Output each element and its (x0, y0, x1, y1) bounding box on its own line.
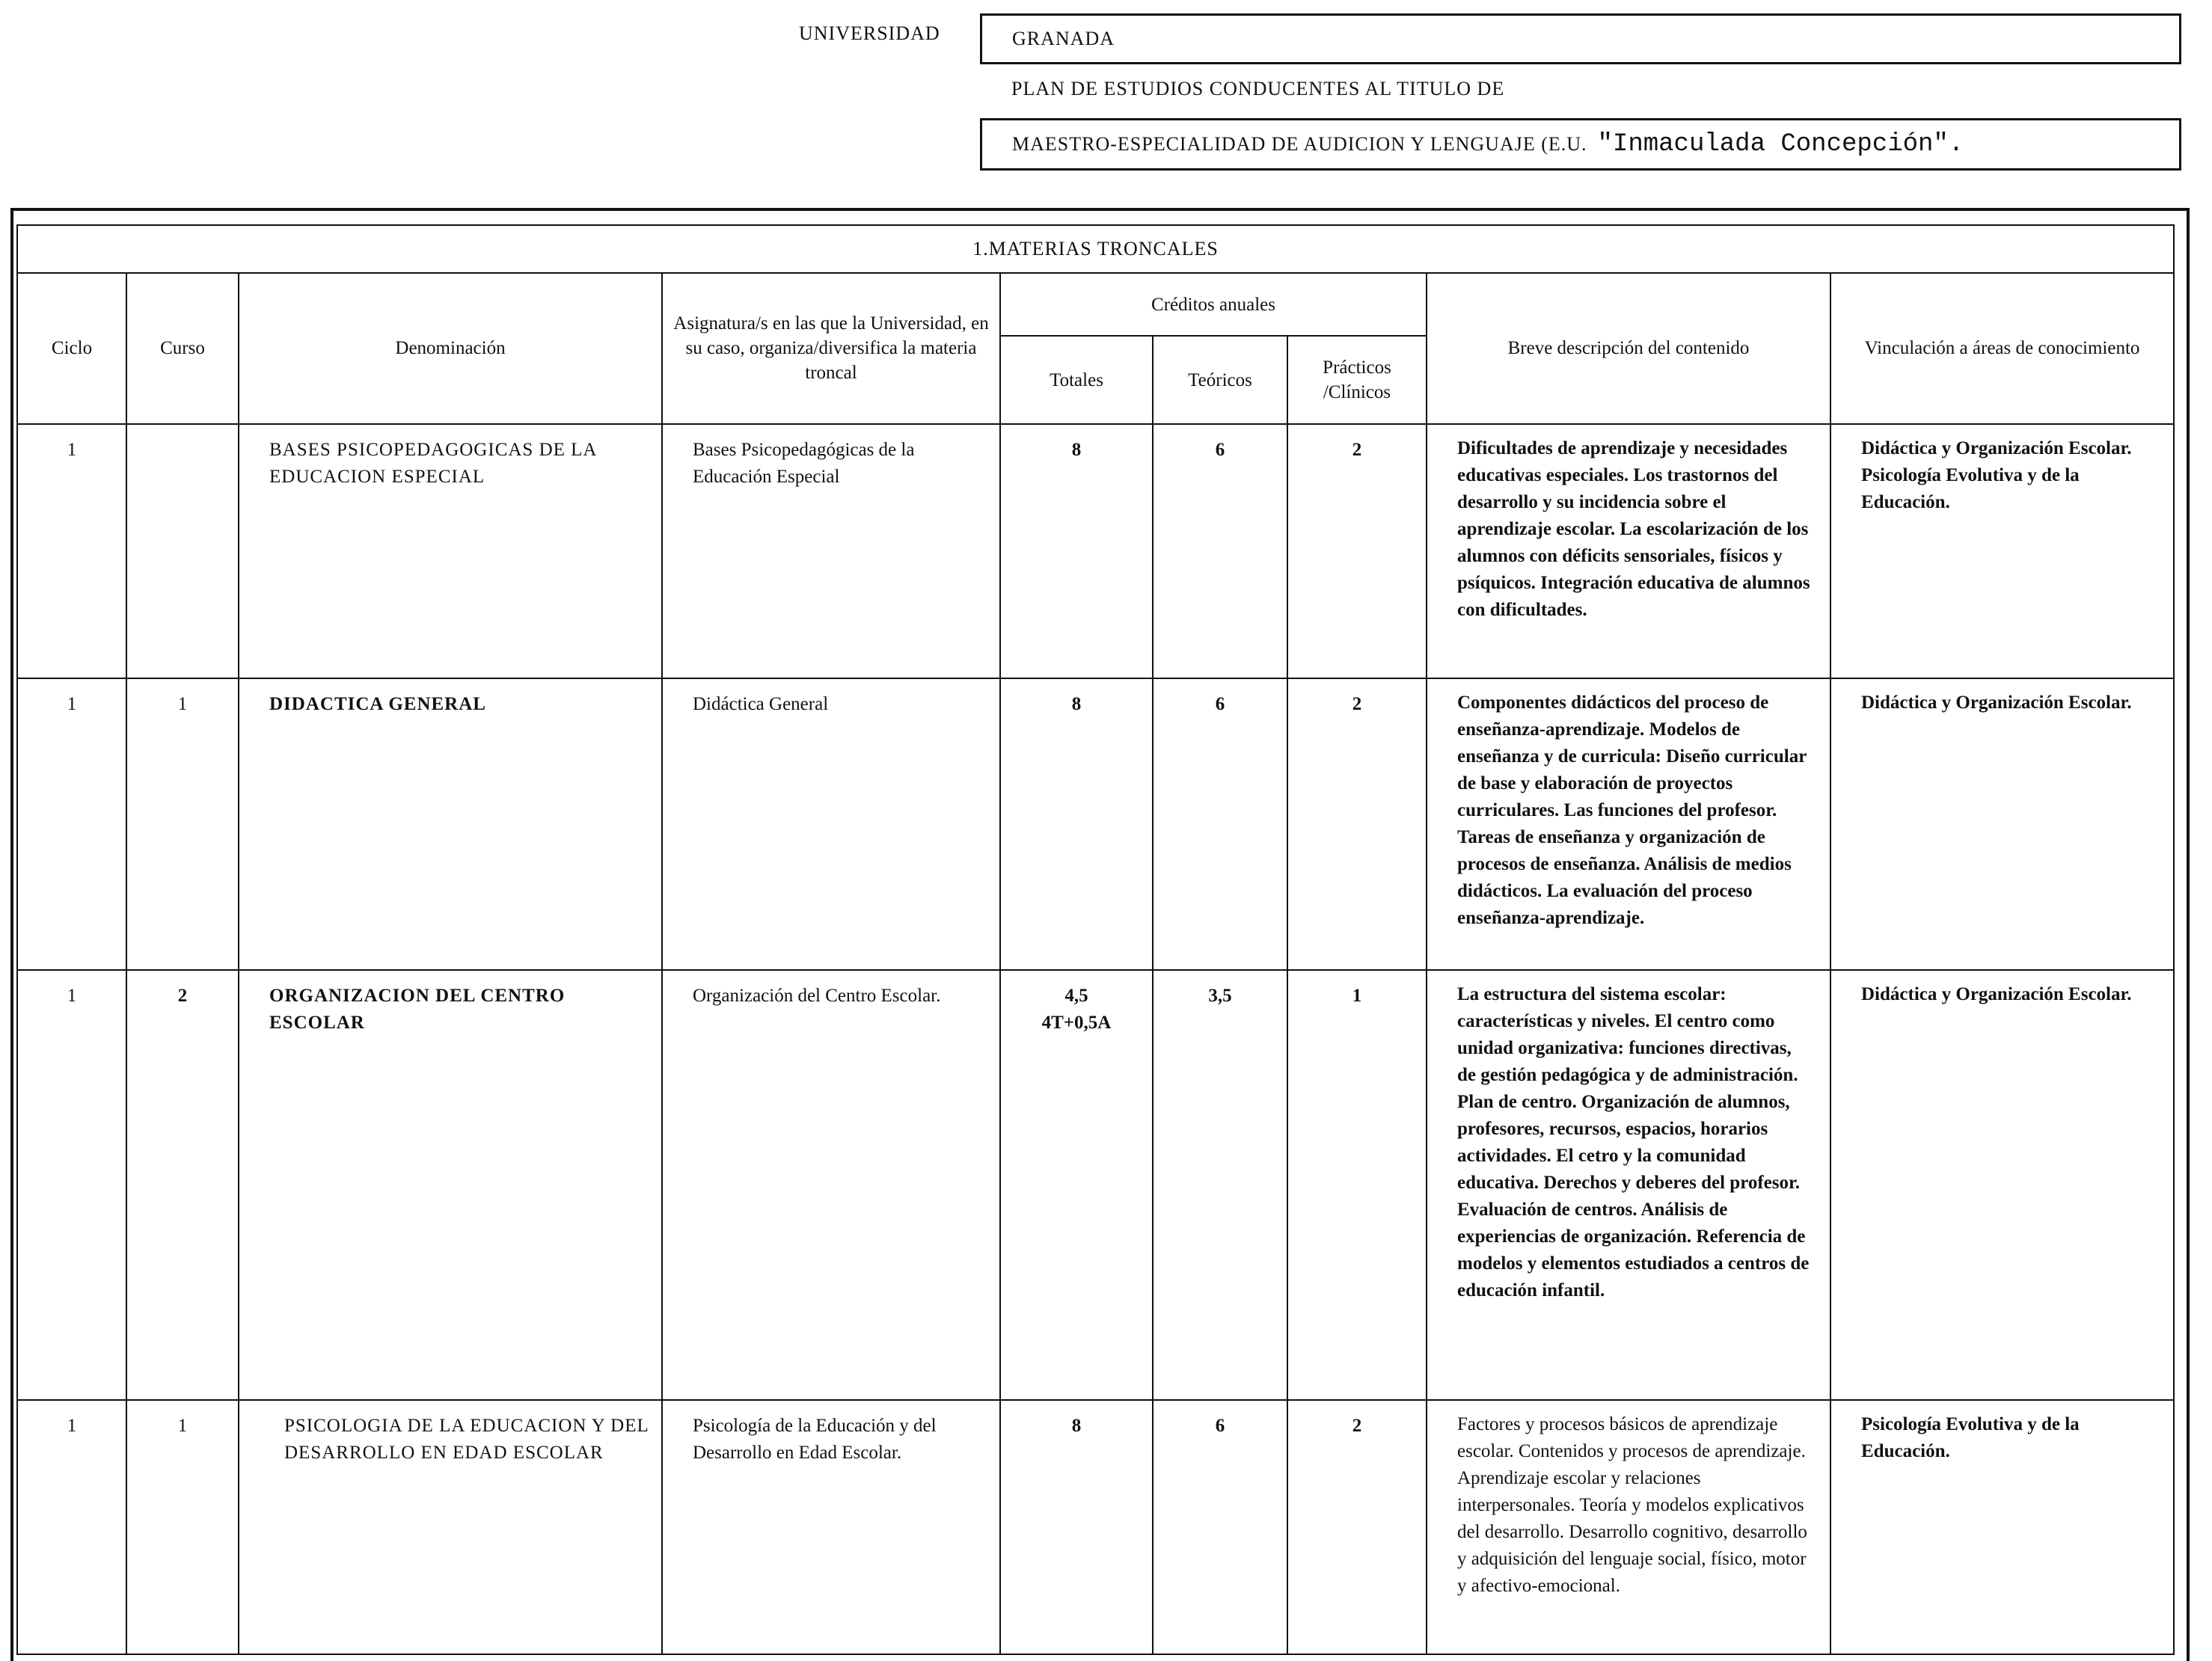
cell-practicos: 2 (1352, 1416, 1362, 1436)
cell-vinculacion: Didáctica y Organización Escolar. (1861, 984, 2132, 1004)
header-descripcion: Breve descripción del contenido (1427, 273, 1830, 424)
cell-descripcion: Componentes didácticos del proceso de enseñanza-aprendizaje. Modelos de enseñanza y de curricula: Diseño curricular de base y elaboración de proyectos curriculares. Las funciones del profesor. Tareas de enseñanza y organización de procesos de enseñanza. Análisis de medios didácticos. La evaluación del proceso enseñanza-aprendizaje. (1457, 693, 1807, 928)
cell-totales: 8 (1071, 694, 1082, 714)
table-row (17, 1400, 2174, 1654)
cell-curso (127, 425, 238, 444)
titulo-field (980, 118, 2181, 171)
cell-practicos: 2 (1352, 440, 1362, 460)
cell-curso: 1 (177, 1416, 188, 1436)
cell-denominacion: PSICOLOGIA DE LA EDUCACION Y DEL DESARROLLO EN EDAD ESCOLAR (284, 1416, 649, 1463)
cell-asignatura: Bases Psicopedagógicas de la Educación Especial (693, 440, 915, 487)
cell-curso: 2 (177, 986, 188, 1006)
cell-descripcion: Factores y procesos básicos de aprendizaje escolar. Contenidos y procesos de aprendizaje. Aprendizaje escolar y relaciones interpersonales. Teoría y modelos explicativos del desarrollo. Desarrollo cognitivo, desarrollo y adquisición del lenguaje social, físico, motor y afectivo-emocional. (1457, 1414, 1807, 1596)
header-creditos: Créditos anuales (1000, 273, 1427, 336)
titulo-center: "Inmaculada Concepción". (1597, 130, 1964, 159)
cell-totales: 8 (1071, 440, 1082, 460)
totales-value: 4,5 (1064, 986, 1088, 1006)
header-ciclo: Ciclo (17, 273, 126, 424)
cell-ciclo: 1 (67, 694, 77, 714)
cell-asignatura: Organización del Centro Escolar. (693, 986, 941, 1006)
cell-teoricos: 6 (1215, 440, 1225, 460)
table-row (17, 970, 2174, 1400)
header-curso: Curso (126, 273, 239, 424)
cell-curso: 1 (177, 694, 188, 714)
universidad-value: GRANADA (1012, 28, 1115, 49)
titulo-value: MAESTRO-ESPECIALIDAD DE AUDICION Y LENGUAJE (E.U. (1012, 133, 1587, 155)
cell-denominacion: DIDACTICA GENERAL (269, 694, 486, 714)
cell-vinculacion: Psicología Evolutiva y de la Educación. (1861, 1414, 2080, 1461)
cell-denominacion: BASES PSICOPEDAGOGICAS DE LA EDUCACION ESPECIAL (269, 440, 597, 487)
header-totales: Totales (1000, 336, 1153, 424)
cell-denominacion: ORGANIZACION DEL CENTRO ESCOLAR (269, 986, 566, 1033)
header-vinculacion: Vinculación a áreas de conocimiento (1830, 273, 2174, 424)
cell-vinculacion: Didáctica y Organización Escolar. Psicología Evolutiva y de la Educación. (1861, 438, 2132, 512)
table-row (17, 678, 2174, 970)
cell-descripcion: La estructura del sistema escolar: características y niveles. El centro como unidad organizativa: funciones directivas, de gestión pedagógica y de administración. Plan de centro. Organización de alumnos, profesores, recursos, espacios, horarios actividades. El cetro y la comunidad educativa. Derechos y deberes del profesor. Evaluación de centros. Análisis de experiencias de organización. Referencia de modelos y elementos estudiados a centros de educación infantil. (1457, 984, 1810, 1301)
universidad-field (980, 13, 2181, 64)
cell-totales: 8 (1071, 1416, 1082, 1436)
plan-label: PLAN DE ESTUDIOS CONDUCENTES AL TITULO DE (1011, 78, 1505, 99)
header-asignatura: Asignatura/s en las que la Universidad, en su caso, organiza/diversifica la materia troncal (662, 273, 1000, 424)
header-teoricos: Teóricos (1153, 336, 1287, 424)
cell-asignatura: Psicología de la Educación y del Desarrollo en Edad Escolar. (693, 1416, 937, 1463)
cell-totales (1001, 971, 1152, 1044)
cell-ciclo: 1 (67, 986, 77, 1006)
cell-teoricos: 6 (1215, 1416, 1225, 1436)
cell-teoricos: 3,5 (1208, 986, 1232, 1006)
universidad-label: UNIVERSIDAD (799, 22, 940, 44)
table-row (17, 424, 2174, 678)
cell-ciclo: 1 (67, 440, 77, 460)
header-practicos: Prácticos /Clínicos (1287, 336, 1427, 424)
totales-breakdown: 4T+0,5A (1041, 1013, 1112, 1033)
cell-ciclo: 1 (67, 1416, 77, 1436)
cell-vinculacion: Didáctica y Organización Escolar. (1861, 693, 2132, 713)
cell-practicos: 2 (1352, 694, 1362, 714)
cell-practicos: 1 (1352, 986, 1362, 1006)
header-denominacion: Denominación (239, 273, 662, 424)
materias-table (16, 224, 2175, 1655)
cell-descripcion: Dificultades de aprendizaje y necesidades educativas especiales. Los trastornos del desarrollo y su incidencia sobre el aprendizaje escolar. La escolarización de los alumnos con déficits sensoriales, físicos y psíquicos. Integración educativa de alumnos con dificultades. (1457, 438, 1810, 620)
cell-asignatura: Didáctica General (693, 694, 829, 714)
table-title: 1.MATERIAS TRONCALES (17, 225, 2174, 273)
cell-teoricos: 6 (1215, 694, 1225, 714)
